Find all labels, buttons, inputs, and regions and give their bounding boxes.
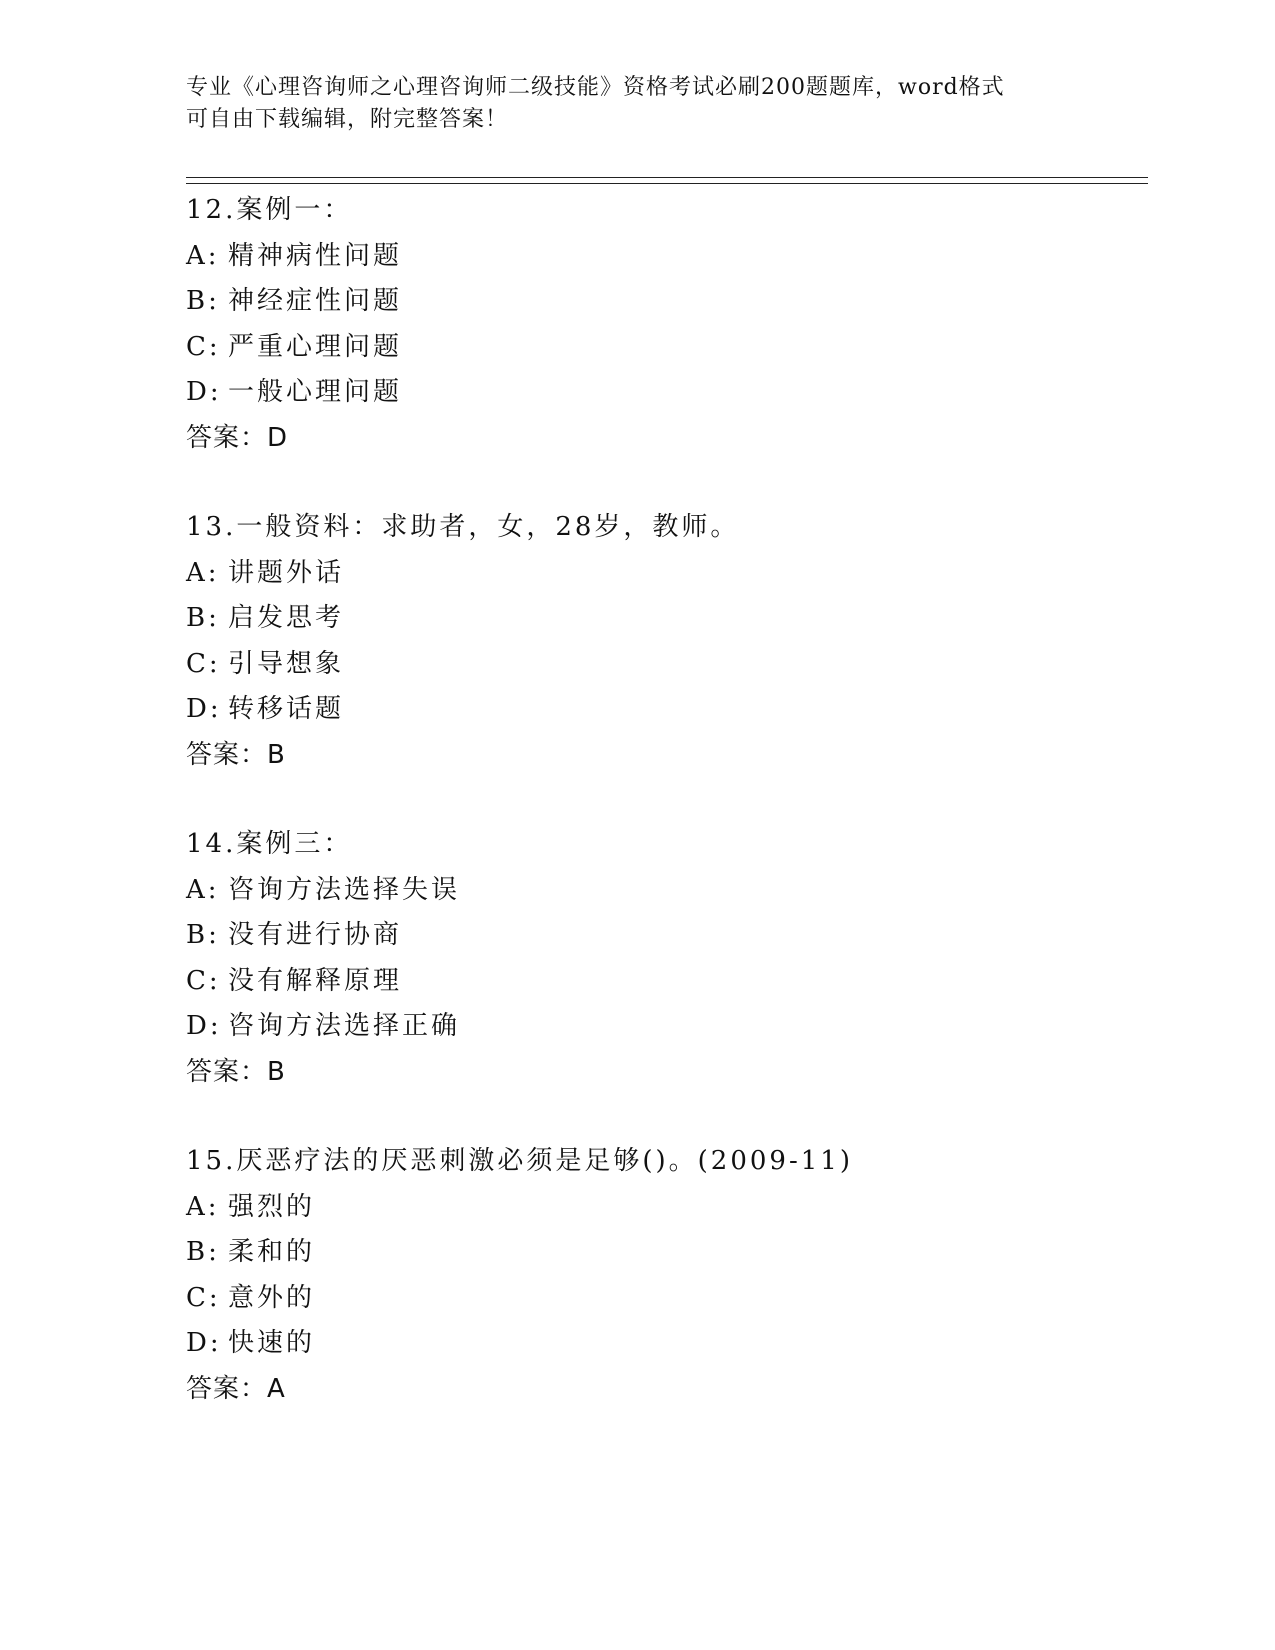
option-label: B:	[186, 1237, 220, 1267]
option-c	[186, 1276, 1146, 1322]
option-label: A:	[186, 1191, 220, 1222]
option-a	[186, 551, 1146, 597]
option-c	[186, 642, 1146, 688]
option-text: 转移话题	[228, 694, 345, 724]
option-d	[186, 687, 1146, 733]
option-a	[186, 234, 1146, 280]
option-d	[186, 370, 1146, 416]
option-a	[186, 1185, 1146, 1231]
option-d	[186, 1004, 1146, 1050]
question-stem: 12.案例一：	[186, 195, 353, 225]
option-text: 咨询方法选择正确	[228, 1011, 461, 1041]
document-header	[186, 72, 1086, 136]
option-label: D:	[186, 1328, 222, 1358]
option-text: 神经症性问题	[228, 286, 403, 316]
option-text: 严重心理问题	[228, 331, 403, 362]
question-13	[186, 505, 1146, 778]
option-label: D:	[186, 1011, 222, 1041]
option-text: 没有解释原理	[228, 965, 403, 996]
option-label: A:	[186, 240, 220, 271]
option-d	[186, 1321, 1146, 1367]
option-c	[186, 959, 1146, 1005]
option-text: 一般心理问题	[228, 377, 403, 407]
option-label: A:	[186, 874, 220, 905]
option-a	[186, 868, 1146, 914]
option-c	[186, 325, 1146, 371]
header-line-2: 可自由下载编辑，附完整答案！	[186, 107, 509, 132]
option-label: B:	[186, 286, 220, 316]
answer: 答案：A	[186, 1373, 286, 1404]
option-label: C:	[186, 965, 221, 996]
option-text: 强烈的	[228, 1191, 316, 1222]
option-label: C:	[186, 331, 221, 362]
option-text: 没有进行协商	[228, 920, 403, 950]
option-text: 柔和的	[228, 1237, 316, 1267]
option-text: 咨询方法选择失误	[228, 874, 461, 905]
question-12	[186, 188, 1146, 461]
option-label: D:	[186, 377, 222, 407]
question-14	[186, 822, 1146, 1095]
answer: 答案：B	[186, 739, 286, 770]
answer: 答案：B	[186, 1056, 286, 1087]
question-stem: 15.厌恶疗法的厌恶刺激必须是足够()。(2009-11)	[186, 1146, 853, 1176]
option-label: B:	[186, 603, 220, 633]
option-label: D:	[186, 694, 222, 724]
question-list	[186, 188, 1146, 1456]
header-line-1: 专业《心理咨询师之心理咨询师二级技能》资格考试必刷200题题库，word格式	[186, 75, 1005, 100]
option-b	[186, 1230, 1146, 1276]
option-text: 讲题外话	[228, 557, 345, 588]
option-text: 启发思考	[228, 603, 345, 633]
option-label: C:	[186, 648, 221, 679]
option-b	[186, 913, 1146, 959]
option-text: 快速的	[228, 1328, 316, 1358]
option-label: C:	[186, 1282, 221, 1313]
option-text: 意外的	[228, 1282, 316, 1313]
option-b	[186, 596, 1146, 642]
option-label: A:	[186, 557, 220, 588]
option-text: 引导想象	[228, 648, 345, 679]
option-b	[186, 279, 1146, 325]
answer: 答案：D	[186, 422, 289, 453]
question-stem: 13.一般资料：求助者，女，28岁，教师。	[186, 512, 740, 542]
question-stem: 14.案例三：	[186, 829, 353, 859]
option-label: B:	[186, 920, 220, 950]
question-15	[186, 1139, 1146, 1412]
header-divider	[186, 177, 1148, 184]
option-text: 精神病性问题	[228, 240, 403, 271]
